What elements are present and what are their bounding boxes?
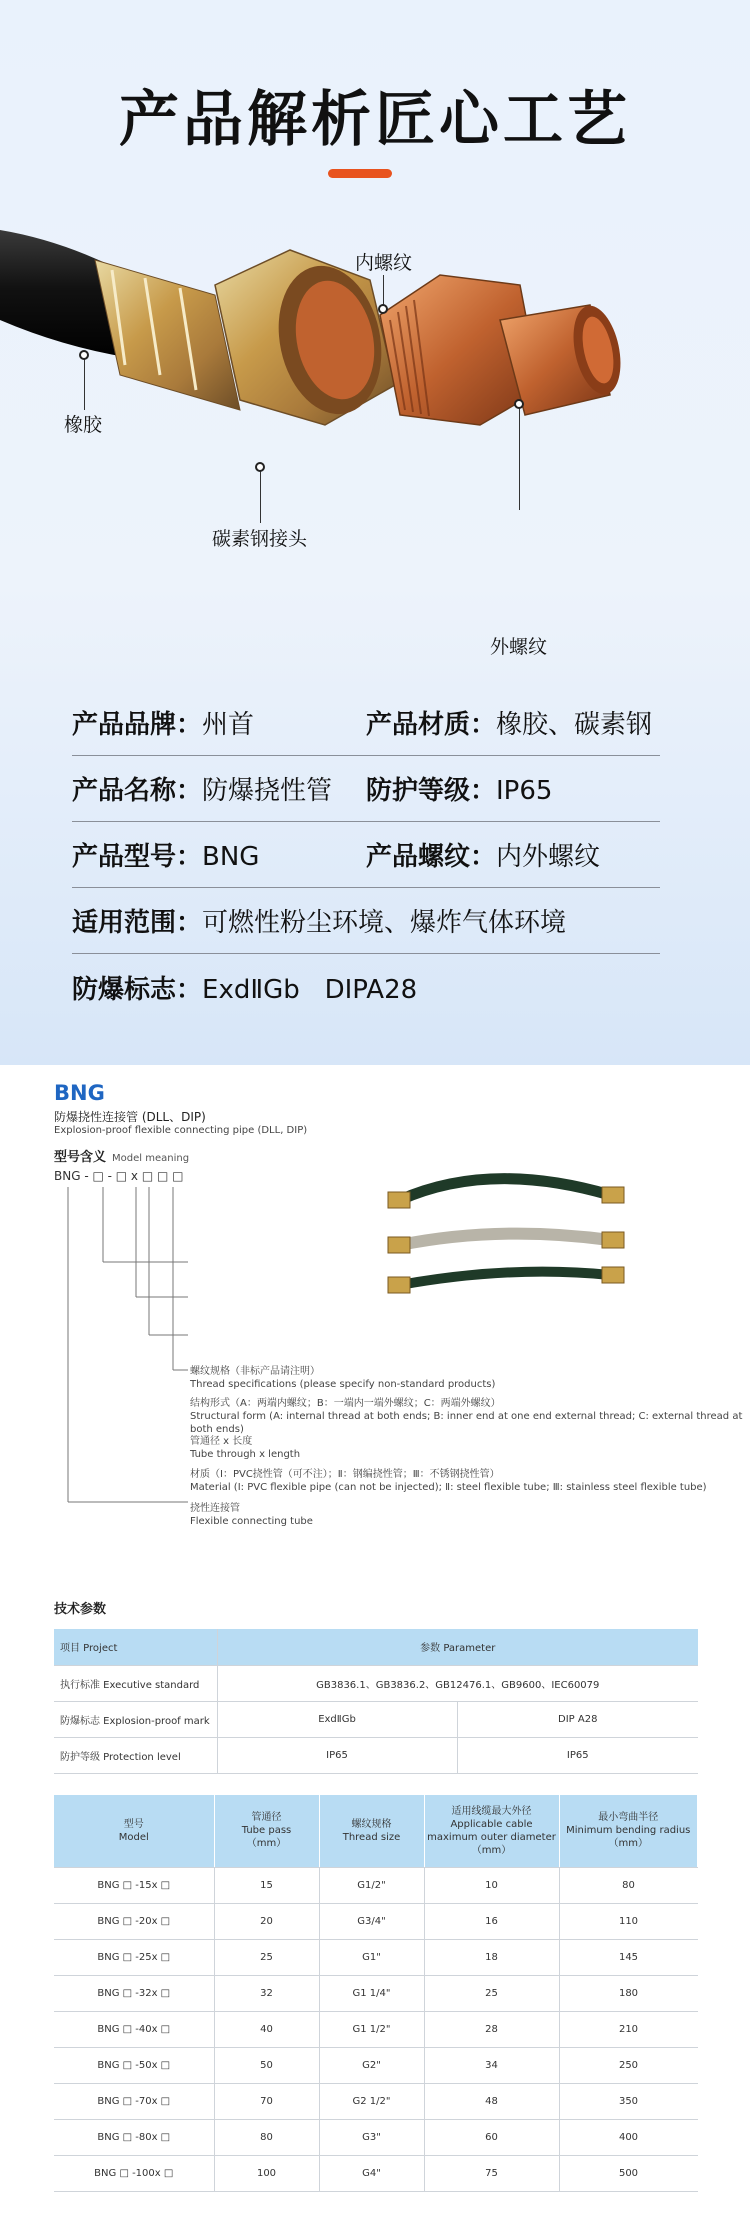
- table-row: [54, 1737, 698, 1773]
- model-item-structure: 结构形式（A：两端内螺纹；B：一端内一端外螺纹；C：两端外螺纹） Structural form (A: internal thread at both ends; B: inner end at one end external thread; C: external thread at both ends): [190, 1398, 743, 1435]
- table-row: [54, 1629, 698, 1665]
- table-cell: 75: [424, 2155, 559, 2191]
- table-header-cell: 最小弯曲半径 Minimum bending radius （mm）: [559, 1795, 698, 1867]
- table-cell: DIP A28: [457, 1701, 698, 1737]
- standards-table: [54, 1629, 698, 1774]
- spec-label: 防护等级：: [366, 776, 497, 806]
- callout-rubber: 橡胶: [64, 414, 103, 436]
- spec-label: 产品名称：: [72, 776, 203, 806]
- hose-fitting-image: [0, 200, 750, 700]
- outer-thread-marker: [514, 399, 524, 409]
- table-cell: GB3836.1、GB3836.2、GB12476.1、GB9600、IEC60079: [217, 1665, 698, 1701]
- model-item-material: 材质（Ⅰ：PVC挠性管（可不注）；Ⅱ：钢编挠性管；Ⅲ：不锈钢挠性管） Material (Ⅰ: PVC flexible pipe (can not be injected); Ⅱ: steel flexible tube; Ⅲ: stainless steel flexible tube): [190, 1469, 707, 1493]
- model-item-size: 管通径 x 长度 Tube through x length: [190, 1436, 301, 1460]
- table-cell: 18: [424, 1939, 559, 1975]
- table-cell: BNG □ -40x □: [54, 2011, 214, 2047]
- spec-value: 可燃性粉尘环境、爆炸气体环境: [202, 908, 567, 938]
- table-cell: G1 1/4": [319, 1975, 424, 2011]
- product-illustration: [0, 200, 750, 700]
- table-cell: 210: [559, 2011, 698, 2047]
- table-cell: G1 1/2": [319, 2011, 424, 2047]
- table-cell: 16: [424, 1903, 559, 1939]
- table-cell: BNG □ -25x □: [54, 1939, 214, 1975]
- spec-value: IP65: [496, 776, 553, 806]
- model-subtitle-cn: 防爆挠性连接管 (DLL、DIP): [54, 1110, 206, 1124]
- spec-label: 产品型号：: [72, 842, 203, 872]
- spec-value: 橡胶、碳素钢: [496, 710, 653, 740]
- table-row: [54, 1867, 698, 1903]
- joint-leader: [260, 468, 261, 523]
- table-cell: IP65: [217, 1737, 457, 1773]
- table-cell: 180: [559, 1975, 698, 2011]
- spec-value: 州首: [202, 710, 255, 740]
- table-cell: 执行标准 Executive standard: [54, 1665, 217, 1701]
- joint-marker: [255, 462, 265, 472]
- model-subtitle-en: Explosion-proof flexible connecting pipe (DLL, DIP): [54, 1125, 308, 1136]
- hero-section: [0, 0, 750, 1065]
- table-cell: 48: [424, 2083, 559, 2119]
- table-header-cell: 管通径 Tube pass （mm）: [214, 1795, 319, 1867]
- spec-label: 防爆标志：: [72, 974, 203, 1005]
- rubber-marker: [79, 350, 89, 360]
- table-row: [54, 1903, 698, 1939]
- table-cell: 80: [559, 1867, 698, 1903]
- page-title: 产品解析匠心工艺: [119, 85, 631, 155]
- spec-value: ExdⅡGb DIPA28: [202, 974, 418, 1005]
- table-cell: 250: [559, 2047, 698, 2083]
- spec-list: [72, 690, 660, 1020]
- table-cell: 350: [559, 2083, 698, 2119]
- table-header-row: [54, 1795, 698, 1867]
- inner-thread-leader: [383, 275, 384, 307]
- table-cell: 25: [424, 1975, 559, 2011]
- spec-value: BNG: [202, 842, 260, 872]
- spec-row: [72, 822, 660, 888]
- model-spec-table: [54, 1795, 698, 2192]
- table-row: [54, 1665, 698, 1701]
- table-row: [54, 1701, 698, 1737]
- table-row: [54, 2155, 698, 2191]
- model-item-tube: 挠性连接管 Flexible connecting tube: [190, 1503, 313, 1527]
- table-cell: 80: [214, 2119, 319, 2155]
- inner-thread-marker: [378, 304, 388, 314]
- table-cell: BNG □ -80x □: [54, 2119, 214, 2155]
- three-hoses-image: [380, 1165, 640, 1315]
- table-cell: IP65: [457, 1737, 698, 1773]
- table-row: [54, 2011, 698, 2047]
- table-cell: 500: [559, 2155, 698, 2191]
- spec-value: 内外螺纹: [496, 842, 601, 872]
- outer-thread-leader: [519, 405, 520, 510]
- table-cell: ExdⅡGb: [217, 1701, 457, 1737]
- table-row: [54, 1939, 698, 1975]
- table-cell: BNG □ -20x □: [54, 1903, 214, 1939]
- spec-label: 产品品牌：: [72, 710, 203, 740]
- callout-carbon-joint: 碳素钢接头: [212, 528, 308, 550]
- table-cell: 145: [559, 1939, 698, 1975]
- model-code: BNG - □ - □ x □ □ □: [54, 1169, 184, 1183]
- spec-row: [72, 888, 660, 954]
- table-cell: BNG □ -15x □: [54, 1867, 214, 1903]
- table-cell: BNG □ -100x □: [54, 2155, 214, 2191]
- table-cell: 60: [424, 2119, 559, 2155]
- spec-row: [72, 690, 660, 756]
- table-cell: BNG □ -50x □: [54, 2047, 214, 2083]
- table-cell: G1": [319, 1939, 424, 1975]
- callout-inner-thread: 内螺纹: [355, 252, 413, 274]
- table-row: [54, 2083, 698, 2119]
- table-cell: 32: [214, 1975, 319, 2011]
- table-cell: 50: [214, 2047, 319, 2083]
- table-header-cell: 螺纹规格 Thread size: [319, 1795, 424, 1867]
- model-item-thread: 螺纹规格（非标产品请注明） Thread specifications (please specify non-standard products): [190, 1366, 496, 1390]
- spec-label: 产品螺纹：: [366, 842, 497, 872]
- table-cell: 参数 Parameter: [217, 1629, 698, 1665]
- rubber-leader: [84, 358, 85, 410]
- table-cell: 400: [559, 2119, 698, 2155]
- table-cell: 25: [214, 1939, 319, 1975]
- callout-outer-thread: 外螺纹: [490, 636, 548, 658]
- table-cell: 防爆标志 Explosion-proof mark: [54, 1701, 217, 1737]
- table-cell: 10: [424, 1867, 559, 1903]
- spec-label: 适用范围：: [72, 908, 203, 938]
- table-cell: G1/2": [319, 1867, 424, 1903]
- tech-params-title: 技术参数: [54, 1602, 107, 1617]
- spec-value: 防爆挠性管: [202, 776, 333, 806]
- spec-label: 产品材质：: [366, 710, 497, 740]
- table-cell: BNG □ -70x □: [54, 2083, 214, 2119]
- table-cell: G2 1/2": [319, 2083, 424, 2119]
- table-cell: 20: [214, 1903, 319, 1939]
- table-header-cell: 型号 Model: [54, 1795, 214, 1867]
- table-cell: BNG □ -32x □: [54, 1975, 214, 2011]
- title-accent-bar: [328, 169, 392, 178]
- table-row: [54, 2047, 698, 2083]
- table-cell: 70: [214, 2083, 319, 2119]
- table-cell: 15: [214, 1867, 319, 1903]
- table-cell: G3/4": [319, 1903, 424, 1939]
- table-cell: 100: [214, 2155, 319, 2191]
- model-spec-table-body: [54, 1867, 698, 2191]
- model-meaning-title: 型号含义 Model meaning: [54, 1150, 190, 1165]
- table-cell: 28: [424, 2011, 559, 2047]
- spec-row: [72, 954, 660, 1020]
- table-cell: G4": [319, 2155, 424, 2191]
- table-cell: 34: [424, 2047, 559, 2083]
- table-row: [54, 2119, 698, 2155]
- table-cell: G3": [319, 2119, 424, 2155]
- model-brand: BNG: [54, 1081, 105, 1105]
- table-header-cell: 适用线缆最大外径 Applicable cable maximum outer diameter （mm）: [424, 1795, 559, 1867]
- table-cell: 110: [559, 1903, 698, 1939]
- spec-row: [72, 756, 660, 822]
- table-cell: 项目 Project: [54, 1629, 217, 1665]
- table-cell: 防护等级 Protection level: [54, 1737, 217, 1773]
- table-cell: G2": [319, 2047, 424, 2083]
- table-row: [54, 1975, 698, 2011]
- table-cell: 40: [214, 2011, 319, 2047]
